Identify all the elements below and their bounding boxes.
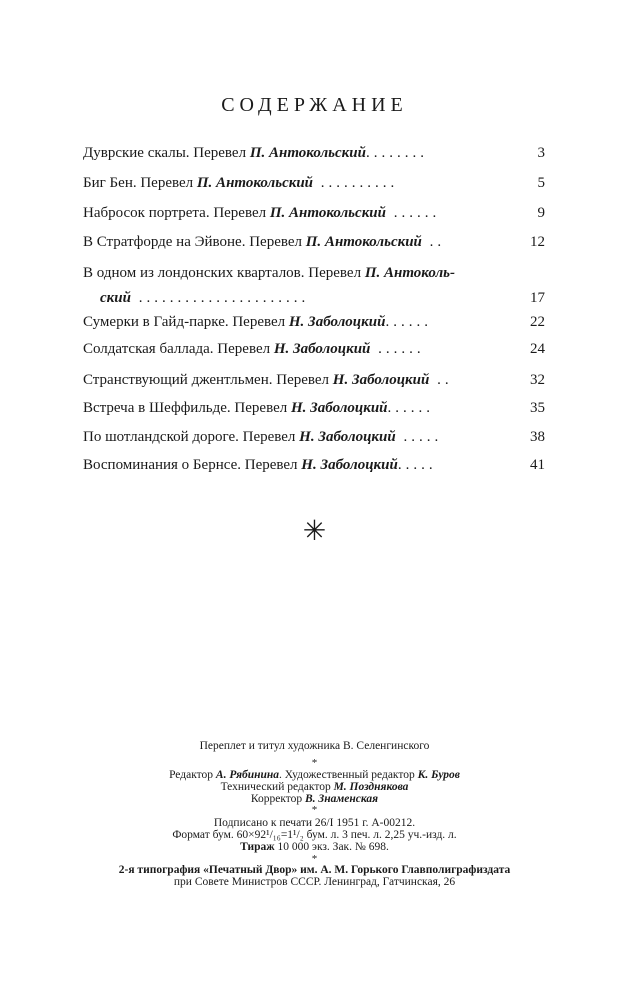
toc-entry[interactable] [83, 142, 545, 164]
page-number: 32 [530, 372, 545, 388]
editor-name: А. Рябинина [215, 769, 280, 781]
dot-leader: ...... [387, 400, 435, 416]
dot-leader: ...... [385, 314, 432, 330]
page-number: 12 [530, 234, 545, 250]
entry-translator: Н. Заболоцкий [288, 314, 386, 330]
dot-leader: ...... [370, 341, 425, 357]
toc-entry[interactable] [83, 202, 545, 224]
dot-leader: ...................... [130, 290, 310, 306]
page-number: 17 [530, 290, 545, 306]
toc-entry[interactable] [83, 397, 545, 419]
dot-leader: .. [429, 372, 453, 388]
entry-title: Биг Бен. Перевел [83, 175, 197, 191]
dot-leader: .. [421, 234, 446, 250]
page-number: 3 [537, 145, 545, 161]
print-run-line [0, 841, 629, 853]
page-number: 5 [537, 175, 545, 191]
entry-translator: П. Антокольский [196, 175, 314, 191]
entry-title: Дуврские скалы. Перевел [83, 145, 250, 161]
entry-title: В Стратфорде на Эйвоне. Перевел [83, 234, 306, 250]
print-run-value: 10 000 экз. Зак. № 698. [274, 841, 389, 853]
dot-leader: ..... [395, 429, 443, 445]
entry-title: Набросок портрета. Перевел [83, 205, 270, 221]
dot-leader: ........ [365, 145, 428, 161]
asterisk-separator-icon: ✳ [302, 514, 327, 547]
tech-editor-name: М. Позднякова [333, 781, 409, 793]
entry-title: Странствующий джентльмен. Перевел [83, 372, 333, 388]
signed-line: Подписано к печати 26/I 1951 г. А-00212. [213, 817, 416, 829]
dot-leader: ..... [397, 457, 437, 473]
toc-entry[interactable] [83, 231, 545, 253]
toc-entry[interactable] [83, 172, 545, 194]
page-number: 38 [530, 429, 545, 445]
entry-translator: Н. Заболоцкий [273, 341, 371, 357]
toc-entry[interactable] [83, 338, 545, 360]
toc-entry[interactable] [83, 311, 545, 333]
entry-translator: Н. Заболоцкий [290, 400, 388, 416]
entry-translator: П. Антоколь- [364, 265, 455, 281]
page-number: 22 [530, 314, 545, 330]
entry-title: В одном из лондонских кварталов. Перевел [83, 265, 365, 281]
asterisk-icon: * [311, 757, 318, 769]
printer-line-1: 2-я типография «Печатный Двор» им. А. М. Горького Главполиграфиздата [118, 864, 511, 876]
tech-editor-line [0, 781, 629, 793]
entry-translator: Н. Заболоцкий [332, 372, 430, 388]
tech-editor-label: Технический редактор [220, 781, 334, 793]
printer-line-2: при Совете Министров СССР. Ленинград, Гатчинская, 26 [173, 876, 456, 888]
asterisk-icon: * [311, 804, 318, 816]
print-run-label: Тираж [240, 841, 275, 853]
toc-entry-continuation[interactable] [83, 287, 545, 309]
entry-translator: П. Антокольский [269, 205, 386, 221]
dot-leader: .......... [313, 175, 399, 191]
toc-entry[interactable] [83, 369, 545, 391]
toc-entry[interactable] [83, 454, 545, 476]
art-editor-label: . Художественный редактор [279, 769, 418, 781]
page-number: 24 [530, 341, 545, 357]
format-line: Формат бум. 60×92¹/₁₆=1¹/₂ бум. л. 3 печ. л. 2,25 уч.-изд. л. [172, 829, 457, 841]
entry-translator-continuation: ский [100, 290, 131, 306]
entry-translator: Н. Заболоцкий [299, 429, 396, 445]
toc-entry[interactable] [83, 426, 545, 448]
art-editor-name: К. Буров [417, 769, 460, 781]
page-number: 41 [530, 457, 545, 473]
toc-entry[interactable] [83, 262, 545, 284]
corrector-name: В. Знаменская [305, 793, 379, 805]
page-title: СОДЕРЖАНИЕ [221, 94, 408, 116]
dot-leader: ...... [386, 205, 441, 221]
entry-translator: Н. Заболоцкий [301, 457, 398, 473]
corrector-label: Корректор [250, 793, 306, 805]
entry-title: Солдатская баллада. Перевел [83, 341, 274, 357]
entry-translator: П. Антокольский [249, 145, 366, 161]
entry-title: Встреча в Шеффильде. Перевел [83, 400, 291, 416]
entry-translator: П. Антокольский [305, 234, 422, 250]
page-number: 9 [537, 205, 545, 221]
asterisk-icon: * [311, 853, 318, 865]
artist-credit: Переплет и титул художника В. Селенгинского [199, 740, 430, 752]
entry-title: Воспоминания о Бернсе. Перевел [83, 457, 302, 473]
entry-title: Сумерки в Гайд-парке. Перевел [83, 314, 289, 330]
page-number: 35 [530, 400, 545, 416]
entry-title: По шотландской дороге. Перевел [83, 429, 300, 445]
editors-line [0, 769, 629, 781]
editor-label: Редактор [169, 769, 216, 781]
